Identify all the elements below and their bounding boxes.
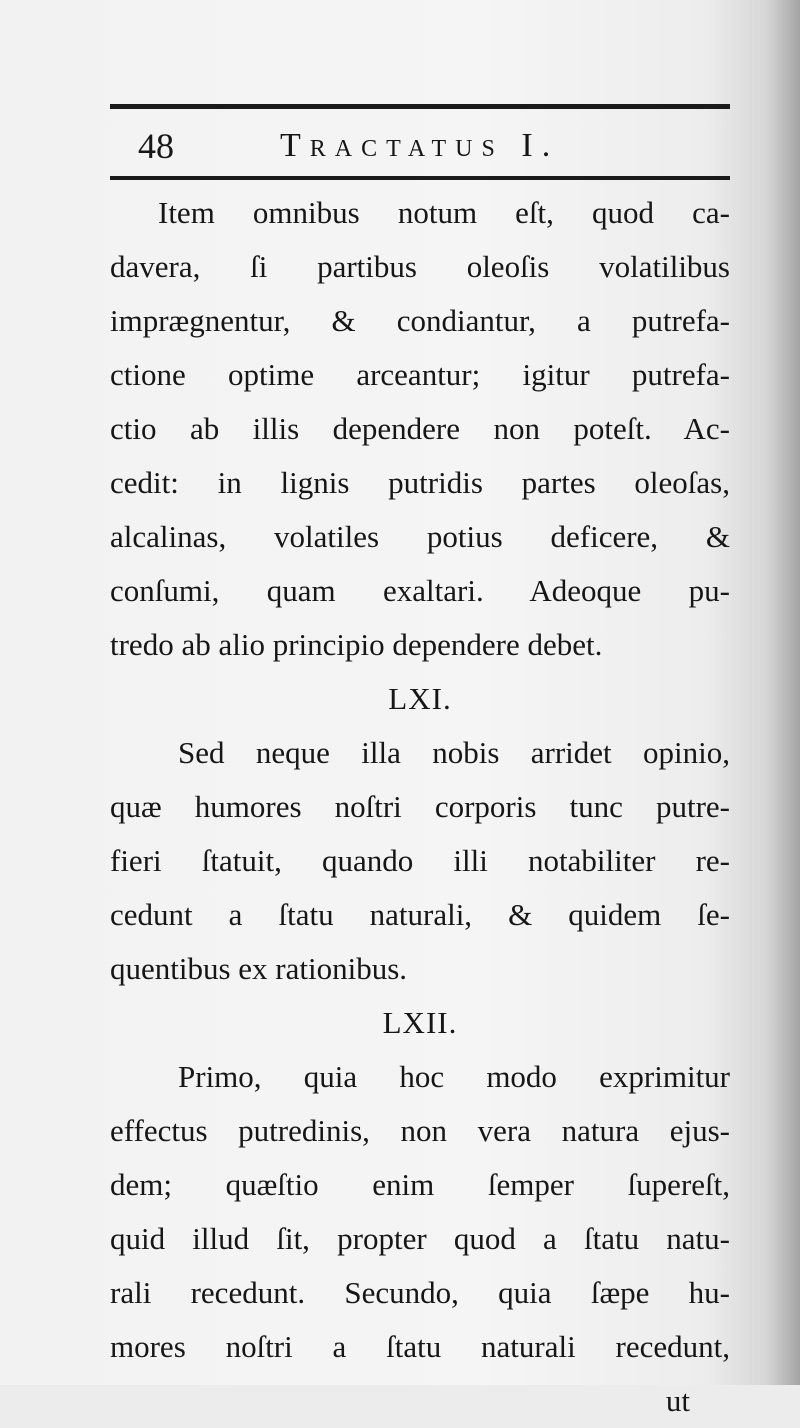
body-text — [110, 186, 730, 1428]
text-line: davera, ſi partibus oleoſis volatilibus — [110, 249, 730, 284]
text-line: effectus putredinis, non vera natura ejus- — [110, 1113, 730, 1148]
text-line: alcalinas, volatiles potius deficere, & — [110, 519, 730, 554]
text-line: Item omnibus notum eſt, quod ca- — [158, 195, 730, 230]
text-line: Sed neque illa nobis arridet opinio, — [178, 735, 730, 770]
text-line: cedunt a ſtatu naturali, & quidem ſe- — [110, 897, 730, 932]
header-rule-top — [110, 104, 730, 109]
catchword: ut — [665, 1383, 690, 1418]
text-line: ctio ab illis dependere non poteſt. Ac- — [110, 411, 730, 446]
section-heading-lxi: LXI. — [388, 681, 452, 716]
text-line: dem; quæſtio enim ſemper ſupereſt, — [110, 1167, 730, 1202]
section-heading-lxii: LXII. — [382, 1005, 458, 1040]
running-head — [110, 120, 730, 176]
text-line: rali recedunt. Secundo, quia ſæpe hu- — [110, 1275, 730, 1310]
running-title: Tractatus I. — [280, 127, 560, 164]
text-line: quæ humores noſtri corporis tunc putre- — [110, 789, 730, 824]
text-line: quid illud ſit, propter quod a ſtatu natu- — [110, 1221, 730, 1256]
text-line: tredo ab alio principio dependere debet. — [110, 627, 603, 662]
page-edge-shadow — [766, 0, 800, 1385]
text-line: quentibus ex rationibus. — [110, 951, 408, 986]
text-line: ctione optime arceantur; igitur putrefa- — [110, 357, 730, 392]
text-line: conſumi, quam exaltari. Adeoque pu- — [110, 573, 730, 608]
text-line: fieri ſtatuit, quando illi notabiliter re- — [110, 843, 730, 878]
text-line: imprægnentur, & condiantur, a putrefa- — [110, 303, 730, 338]
text-line: Primo, quia hoc modo exprimitur — [178, 1059, 730, 1094]
text-line: mores noſtri a ſtatu naturali recedunt, — [110, 1329, 730, 1364]
text-line: cedit: in lignis putridis partes oleoſas, — [110, 465, 730, 500]
header-rule-bottom — [110, 176, 730, 180]
page-number: 48 — [138, 126, 174, 166]
